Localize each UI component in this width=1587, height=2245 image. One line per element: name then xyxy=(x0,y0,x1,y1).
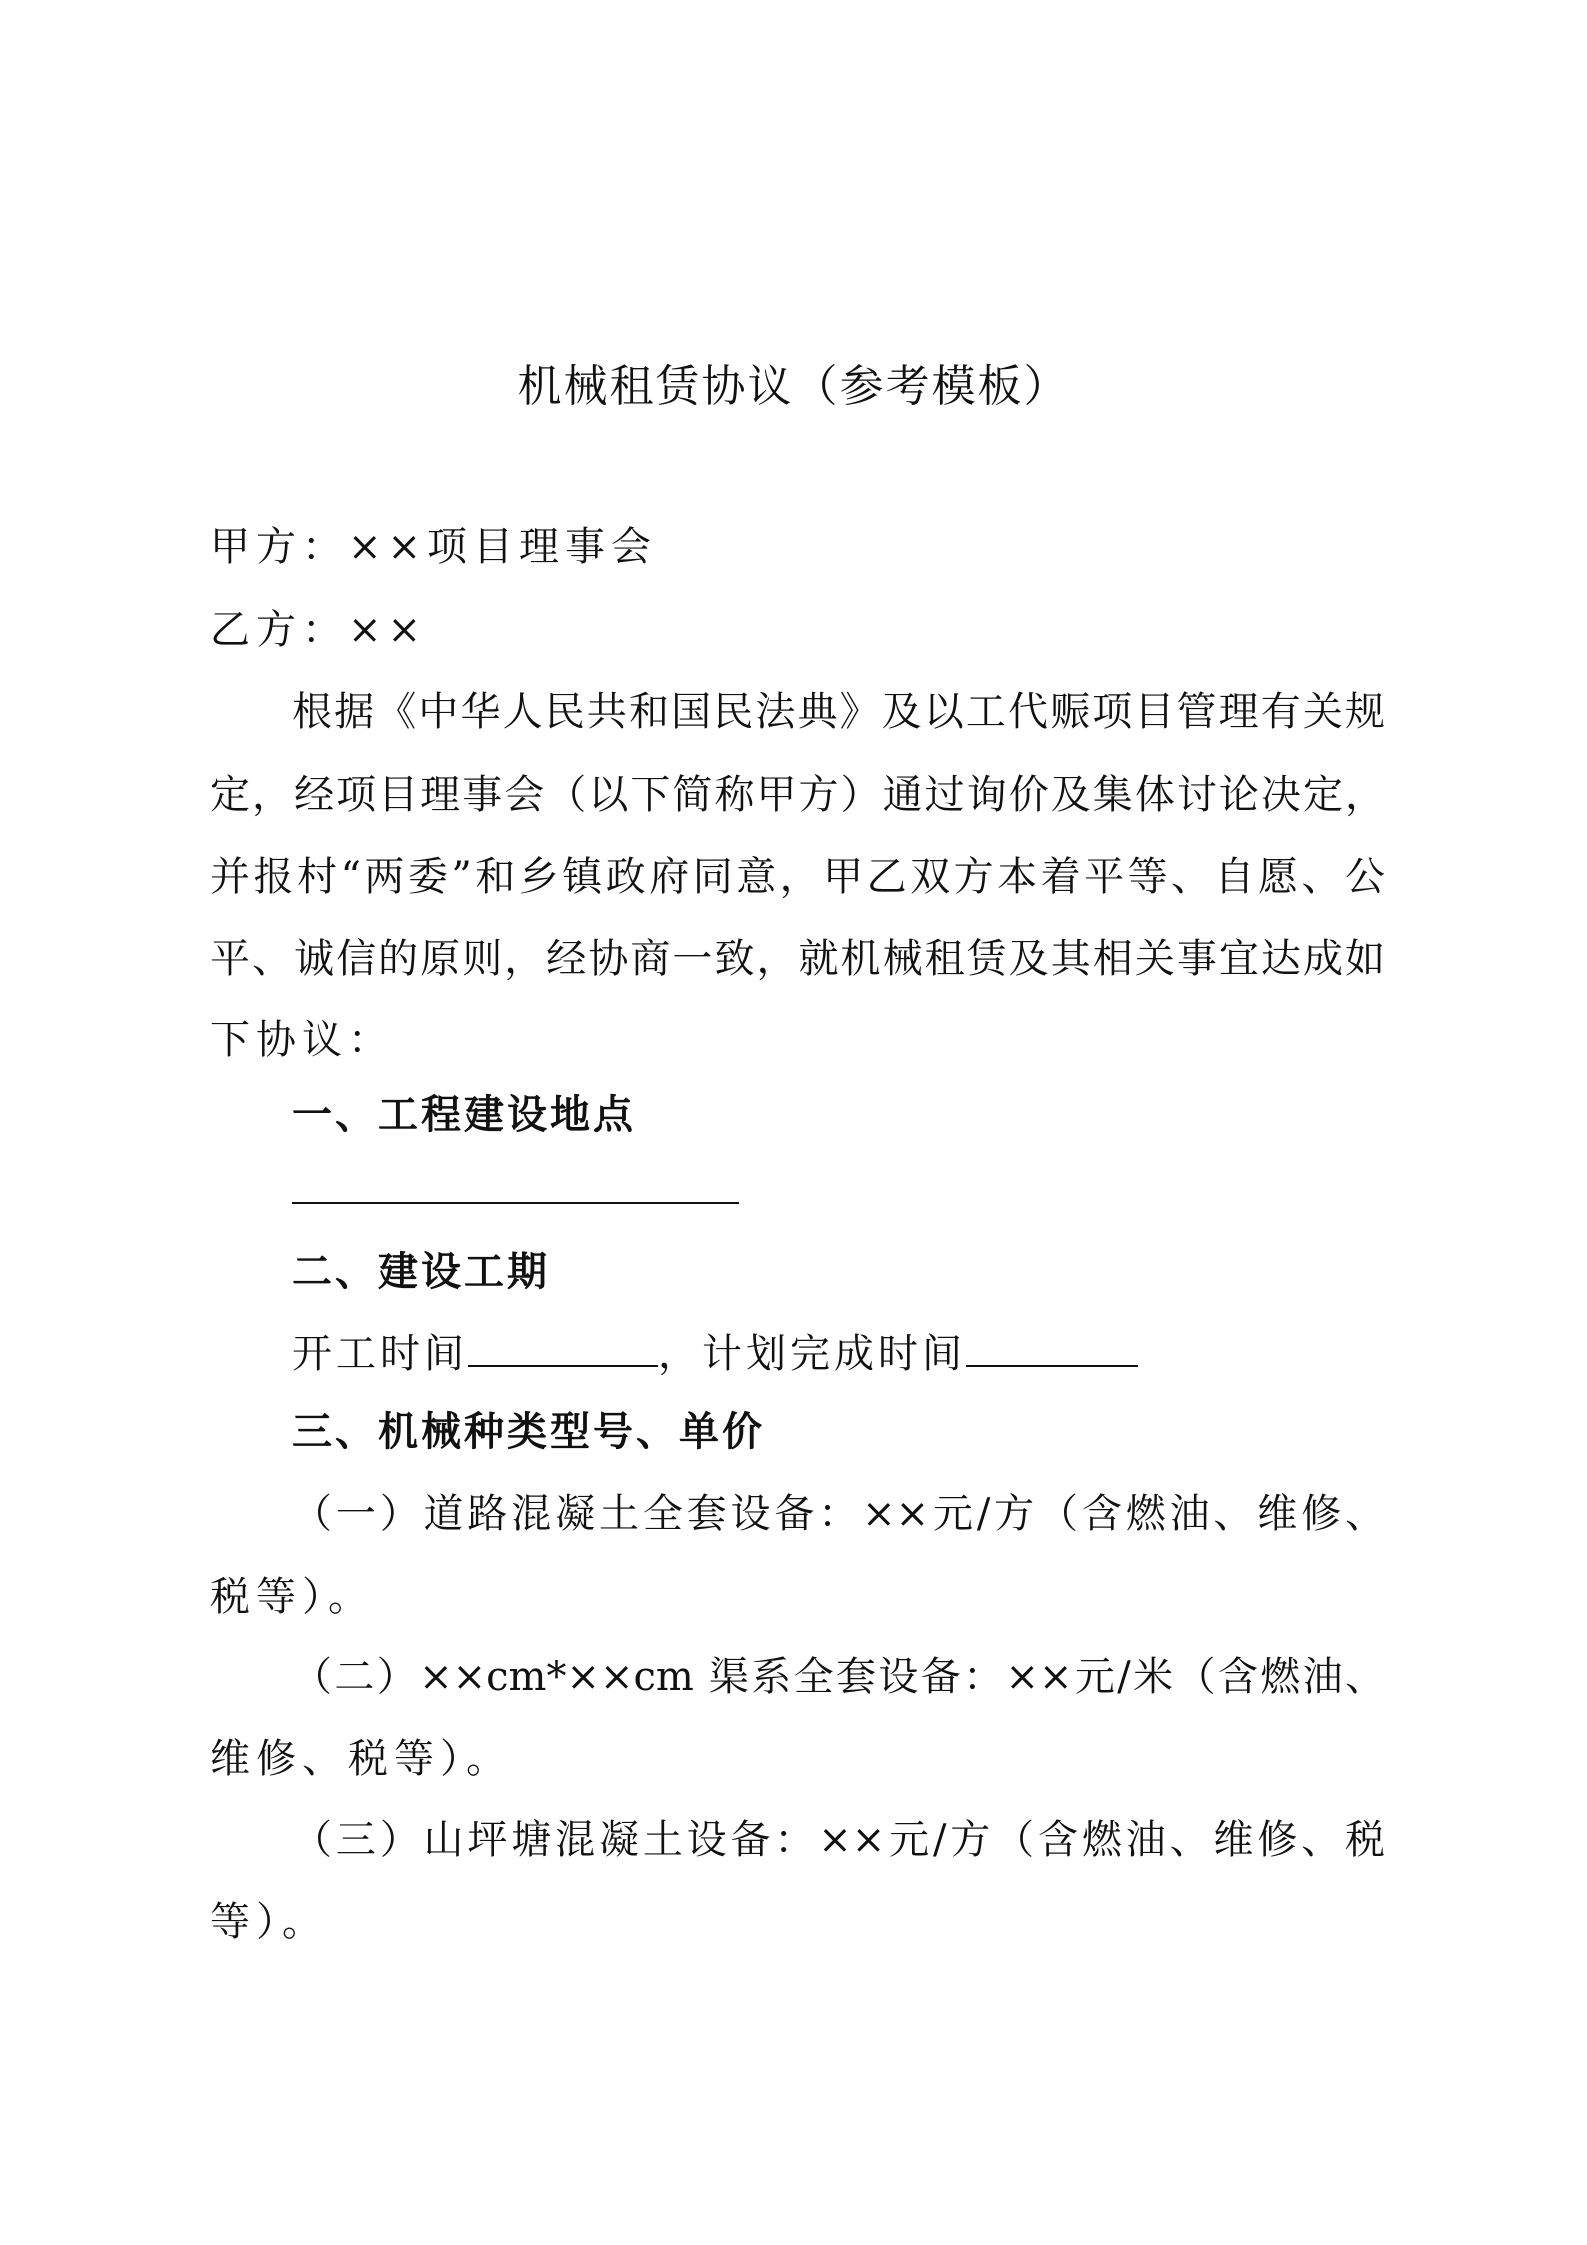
location-blank-line xyxy=(292,1202,739,1204)
party-b: 乙方：×× xyxy=(210,607,428,653)
item-1-line-2: 税等）。 xyxy=(210,1574,374,1620)
end-time-blank xyxy=(966,1331,1138,1367)
party-a: 甲方：××项目理事会 xyxy=(210,524,658,570)
section-2-heading: 二、建设工期 xyxy=(292,1249,550,1295)
end-time-label: 计划完成时间 xyxy=(702,1331,966,1377)
start-time-blank xyxy=(468,1331,658,1367)
preamble-line-1: 根据《中华人民共和国民法典》及以工代赈项目管理有关规 xyxy=(292,689,1385,735)
document-title: 机械租赁协议（参考模板） xyxy=(517,361,1070,412)
preamble-line-4: 平、诚信的原则，经协商一致，就机械租赁及其相关事宜达成如 xyxy=(210,936,1385,982)
preamble-line-2: 定，经项目理事会（以下简称甲方）通过询价及集体讨论决定， xyxy=(210,772,1385,818)
item-3-line-2: 等）。 xyxy=(210,1899,328,1945)
item-2-line-2: 维修、税等）。 xyxy=(210,1736,512,1782)
preamble-line-5: 下协议： xyxy=(210,1017,394,1063)
schedule-separator: ， xyxy=(658,1331,702,1377)
item-1-line-1: （一）道路混凝土全套设备：××元/方（含燃油、维修、 xyxy=(292,1491,1385,1537)
start-time-label: 开工时间 xyxy=(292,1331,468,1377)
item-3-line-1: （三）山坪塘混凝土设备：××元/方（含燃油、维修、税 xyxy=(292,1817,1385,1863)
schedule-line xyxy=(292,1322,1138,1379)
preamble-line-3: 并报村“两委”和乡镇政府同意，甲乙双方本着平等、自愿、公 xyxy=(210,854,1385,900)
item-2-line-1: （二）××cm*××cm 渠系全套设备：××元/米（含燃油、 xyxy=(292,1654,1385,1700)
section-1-heading: 一、工程建设地点 xyxy=(292,1092,636,1138)
section-3-heading: 三、机械种类型号、单价 xyxy=(292,1409,765,1455)
